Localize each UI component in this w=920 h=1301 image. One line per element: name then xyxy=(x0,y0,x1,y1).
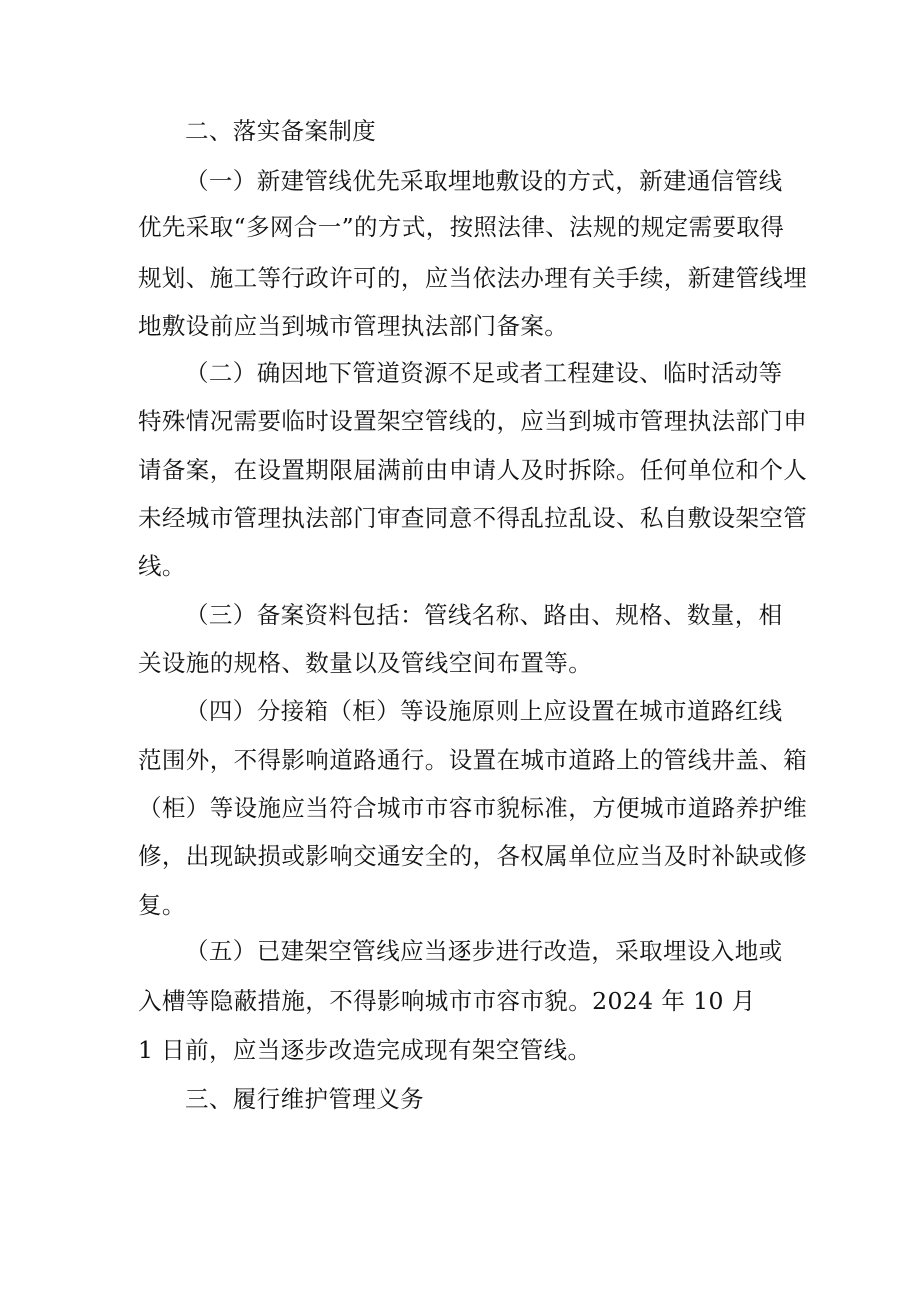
section-heading-2: 二、落实备案制度 xyxy=(185,117,377,145)
paragraph-1-line-2: 优先采取“多网合一”的方式，按照法律、法规的规定需要取得 xyxy=(138,213,785,241)
paragraph-5-line-2: 入槽等隐蔽措施，不得影响城市市容市貌。2024 年 10 月 xyxy=(138,987,756,1015)
paragraph-5-line-1: （五）已建架空管线应当逐步进行改造，采取埋设入地或 xyxy=(185,937,783,965)
paragraph-4-line-1: （四）分接箱（柜）等设施原则上应设置在城市道路红线 xyxy=(185,697,783,725)
paragraph-4-line-2: 范围外，不得影响道路通行。设置在城市道路上的管线井盖、箱 xyxy=(138,746,808,774)
section-heading-3: 三、履行维护管理义务 xyxy=(185,1085,424,1113)
paragraph-2-line-4: 未经城市管理执法部门审查同意不得乱拉乱设、私自敷设架空管 xyxy=(138,504,808,532)
paragraph-4-line-3: （柜）等设施应当符合城市市容市貌标准，方便城市道路养护维 xyxy=(138,794,808,822)
paragraph-2-line-2: 特殊情况需要临时设置架空管线的，应当到城市管理执法部门申 xyxy=(138,407,808,435)
paragraph-4-line-4: 修，出现缺损或影响交通安全的，各权属单位应当及时补缺或修 xyxy=(138,842,808,870)
paragraph-2-line-5: 线。 xyxy=(138,552,186,580)
paragraph-3-line-2: 关设施的规格、数量以及管线空间布置等。 xyxy=(138,649,593,677)
paragraph-5-line-3: 1 日前，应当逐步改造完成现有架空管线。 xyxy=(138,1036,592,1064)
paragraph-2-line-3: 请备案，在设置期限届满前由申请人及时拆除。任何单位和个人 xyxy=(138,456,808,484)
paragraph-2-line-1: （二）确因地下管道资源不足或者工程建设、临时活动等 xyxy=(185,359,783,387)
paragraph-4-line-5: 复。 xyxy=(138,891,186,919)
paragraph-1-line-3: 规划、施工等行政许可的，应当依法办理有关手续，新建管线埋 xyxy=(138,264,808,292)
paragraph-1-line-1: （一）新建管线优先采取埋地敷设的方式，新建通信管线 xyxy=(185,167,783,195)
paragraph-3-line-1: （三）备案资料包括：管线名称、路由、规格、数量，相 xyxy=(185,601,783,629)
paragraph-1-line-4: 地敷设前应当到城市管理执法部门备案。 xyxy=(138,312,569,340)
